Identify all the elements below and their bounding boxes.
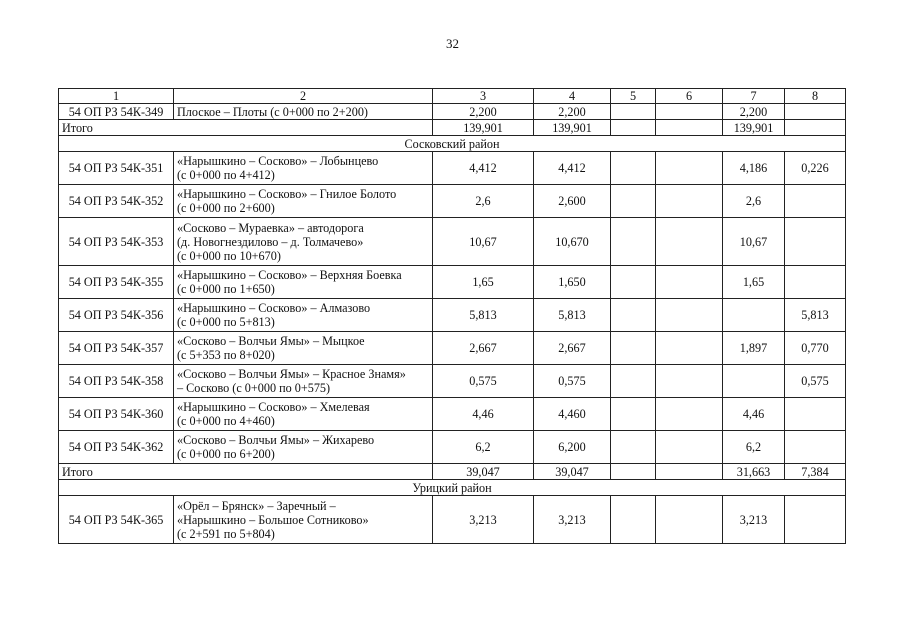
road-row xyxy=(59,398,846,431)
road-c6 xyxy=(656,431,723,464)
road-name-line: (с 0+000 по 1+650) xyxy=(177,282,275,296)
road-name-line: (с 5+353 по 8+020) xyxy=(177,348,275,362)
road-name xyxy=(174,299,433,332)
road-row xyxy=(59,332,846,365)
road-c6 xyxy=(656,332,723,365)
road-c6 xyxy=(656,365,723,398)
road-row xyxy=(59,152,846,185)
road-c8 xyxy=(785,218,846,266)
road-row xyxy=(59,496,846,544)
road-c8 xyxy=(785,266,846,299)
road-name-line: «Сосково – Волчьи Ямы» – Красное Знамя» xyxy=(177,367,406,381)
total-row xyxy=(59,120,846,136)
road-name xyxy=(174,104,433,120)
column-header: 8 xyxy=(785,89,846,104)
road-c6 xyxy=(656,266,723,299)
road-c3: 2,6 xyxy=(433,185,534,218)
road-row xyxy=(59,266,846,299)
road-name xyxy=(174,431,433,464)
table-body xyxy=(59,104,846,544)
roads-table xyxy=(58,88,846,544)
road-c5 xyxy=(611,104,656,120)
total-c5 xyxy=(611,120,656,136)
road-name-line: – Сосково (с 0+000 по 0+575) xyxy=(177,381,331,395)
road-name-line: (д. Новогнездилово – д. Толмачево» xyxy=(177,234,364,249)
road-row xyxy=(59,299,846,332)
road-c8 xyxy=(785,496,846,544)
road-c4: 4,412 xyxy=(534,152,611,185)
road-code: 54 ОП РЗ 54К-349 xyxy=(59,104,174,120)
road-c3: 2,667 xyxy=(433,332,534,365)
road-c6 xyxy=(656,398,723,431)
road-c6 xyxy=(656,299,723,332)
road-c3: 6,2 xyxy=(433,431,534,464)
road-name-line: (с 2+591 по 5+804) xyxy=(177,526,275,541)
road-c7: 6,2 xyxy=(723,431,785,464)
column-header: 2 xyxy=(174,89,433,104)
total-c7: 31,663 xyxy=(723,464,785,480)
road-row xyxy=(59,431,846,464)
road-c7: 10,67 xyxy=(723,218,785,266)
road-name xyxy=(174,496,433,544)
road-c7 xyxy=(723,299,785,332)
district-header-row xyxy=(59,136,846,152)
road-c5 xyxy=(611,496,656,544)
road-name xyxy=(174,398,433,431)
road-name-line: «Нарышкино – Сосково» – Верхняя Боевка xyxy=(177,268,402,282)
road-code: 54 ОП РЗ 54К-355 xyxy=(59,266,174,299)
total-label: Итого xyxy=(59,120,433,136)
road-c5 xyxy=(611,266,656,299)
road-c4: 10,670 xyxy=(534,218,611,266)
total-label: Итого xyxy=(59,464,433,480)
road-name xyxy=(174,365,433,398)
road-c5 xyxy=(611,152,656,185)
road-c8 xyxy=(785,398,846,431)
total-c4: 139,901 xyxy=(534,120,611,136)
road-c4: 2,667 xyxy=(534,332,611,365)
road-c8 xyxy=(785,185,846,218)
road-c5 xyxy=(611,398,656,431)
road-name-line: «Сосково – Волчьи Ямы» – Мыцкое xyxy=(177,334,365,348)
road-c4: 6,200 xyxy=(534,431,611,464)
road-c3: 4,46 xyxy=(433,398,534,431)
road-name xyxy=(174,185,433,218)
road-c7: 2,6 xyxy=(723,185,785,218)
road-c5 xyxy=(611,431,656,464)
road-c6 xyxy=(656,496,723,544)
road-code: 54 ОП РЗ 54К-353 xyxy=(59,218,174,266)
total-c7: 139,901 xyxy=(723,120,785,136)
road-c7 xyxy=(723,365,785,398)
road-code: 54 ОП РЗ 54К-352 xyxy=(59,185,174,218)
road-code: 54 ОП РЗ 54К-351 xyxy=(59,152,174,185)
total-c8: 7,384 xyxy=(785,464,846,480)
road-c3: 0,575 xyxy=(433,365,534,398)
road-c3: 2,200 xyxy=(433,104,534,120)
road-c6 xyxy=(656,104,723,120)
road-name-line: (с 0+000 по 4+460) xyxy=(177,414,275,428)
road-c8 xyxy=(785,431,846,464)
road-name-line: Плоское – Плоты (с 0+000 по 2+200) xyxy=(177,104,368,119)
road-c3: 5,813 xyxy=(433,299,534,332)
road-name-line: «Нарышкино – Большое Сотниково» xyxy=(177,512,369,527)
road-code: 54 ОП РЗ 54К-365 xyxy=(59,496,174,544)
column-header: 6 xyxy=(656,89,723,104)
column-number-header-row xyxy=(59,89,846,104)
road-code: 54 ОП РЗ 54К-360 xyxy=(59,398,174,431)
column-header: 1 xyxy=(59,89,174,104)
road-c4: 5,813 xyxy=(534,299,611,332)
road-code: 54 ОП РЗ 54К-358 xyxy=(59,365,174,398)
road-name xyxy=(174,266,433,299)
column-header: 3 xyxy=(433,89,534,104)
road-c4: 0,575 xyxy=(534,365,611,398)
road-name-line: «Нарышкино – Сосково» – Лобынцево xyxy=(177,154,379,168)
road-code: 54 ОП РЗ 54К-357 xyxy=(59,332,174,365)
road-c7: 4,46 xyxy=(723,398,785,431)
road-c5 xyxy=(611,365,656,398)
district-name: Урицкий район xyxy=(59,480,846,496)
road-name-line: (с 0+000 по 2+600) xyxy=(177,201,275,215)
road-c8: 0,226 xyxy=(785,152,846,185)
road-name-line: (с 0+000 по 10+670) xyxy=(177,248,281,263)
road-c5 xyxy=(611,185,656,218)
road-c7: 3,213 xyxy=(723,496,785,544)
road-c8 xyxy=(785,104,846,120)
road-c4: 2,600 xyxy=(534,185,611,218)
road-name xyxy=(174,218,433,266)
road-name-line: «Орёл – Брянск» – Заречный – xyxy=(177,498,336,513)
road-code: 54 ОП РЗ 54К-362 xyxy=(59,431,174,464)
total-c6 xyxy=(656,120,723,136)
column-header: 7 xyxy=(723,89,785,104)
road-c5 xyxy=(611,332,656,365)
road-c8: 5,813 xyxy=(785,299,846,332)
road-name xyxy=(174,152,433,185)
road-code: 54 ОП РЗ 54К-356 xyxy=(59,299,174,332)
road-c5 xyxy=(611,218,656,266)
road-name-line: «Нарышкино – Сосково» – Алмазово xyxy=(177,301,371,315)
total-row xyxy=(59,464,846,480)
road-c7: 4,186 xyxy=(723,152,785,185)
road-name-line: «Сосково – Мураевка» – автодорога xyxy=(177,220,364,235)
total-c3: 139,901 xyxy=(433,120,534,136)
total-c4: 39,047 xyxy=(534,464,611,480)
road-c4: 2,200 xyxy=(534,104,611,120)
total-c3: 39,047 xyxy=(433,464,534,480)
road-name-line: «Нарышкино – Сосково» – Гнилое Болото xyxy=(177,187,397,201)
road-row xyxy=(59,104,846,120)
road-c7: 2,200 xyxy=(723,104,785,120)
road-c4: 3,213 xyxy=(534,496,611,544)
total-c5 xyxy=(611,464,656,480)
column-header: 5 xyxy=(611,89,656,104)
road-c4: 4,460 xyxy=(534,398,611,431)
road-name-line: «Сосково – Волчьи Ямы» – Жихарево xyxy=(177,433,375,447)
district-header-row xyxy=(59,480,846,496)
road-c6 xyxy=(656,185,723,218)
road-name-line: (с 0+000 по 6+200) xyxy=(177,447,275,461)
road-c8: 0,770 xyxy=(785,332,846,365)
column-header: 4 xyxy=(534,89,611,104)
road-name-line: (с 0+000 по 4+412) xyxy=(177,168,275,182)
road-c3: 4,412 xyxy=(433,152,534,185)
district-name: Сосковский район xyxy=(59,136,846,152)
road-c6 xyxy=(656,152,723,185)
road-c7: 1,897 xyxy=(723,332,785,365)
road-name-line: (с 0+000 по 5+813) xyxy=(177,315,275,329)
road-c7: 1,65 xyxy=(723,266,785,299)
road-c8: 0,575 xyxy=(785,365,846,398)
road-c3: 1,65 xyxy=(433,266,534,299)
total-c8 xyxy=(785,120,846,136)
road-c3: 3,213 xyxy=(433,496,534,544)
road-row xyxy=(59,185,846,218)
total-c6 xyxy=(656,464,723,480)
road-name-line: «Нарышкино – Сосково» – Хмелевая xyxy=(177,400,370,414)
road-c5 xyxy=(611,299,656,332)
road-c4: 1,650 xyxy=(534,266,611,299)
road-c3: 10,67 xyxy=(433,218,534,266)
road-name xyxy=(174,332,433,365)
road-c6 xyxy=(656,218,723,266)
page-number: 32 xyxy=(446,36,459,51)
road-row xyxy=(59,365,846,398)
road-row xyxy=(59,218,846,266)
